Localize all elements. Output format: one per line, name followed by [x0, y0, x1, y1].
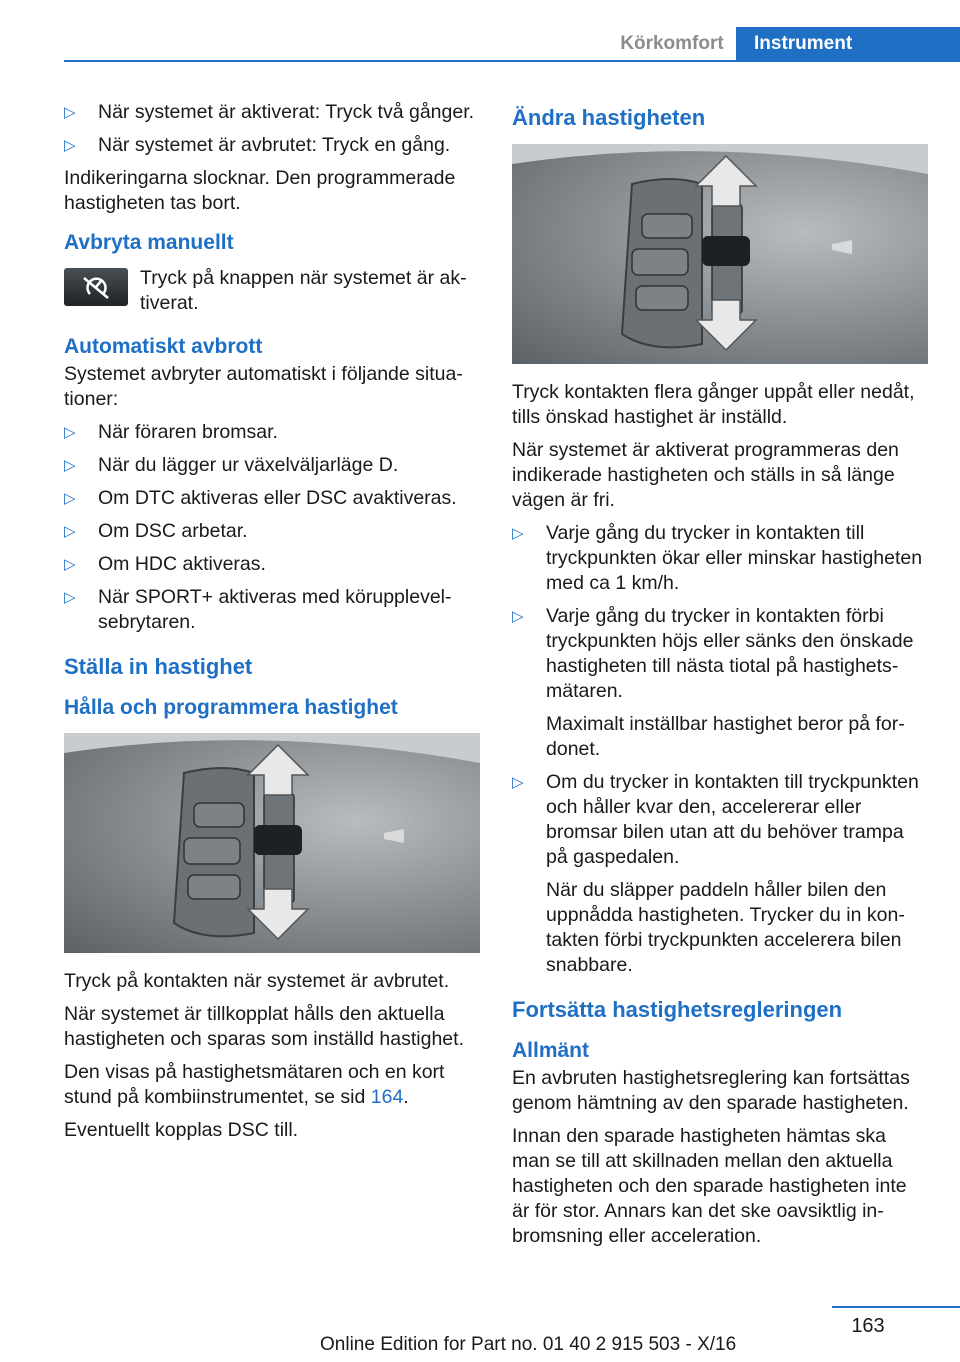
heading-continue-speed-control: Fortsätta hastighetsregleringen — [512, 997, 843, 1022]
cancel-button-row — [64, 266, 480, 316]
triangle-bullet-icon: ▷ — [512, 608, 524, 625]
paragraph: När systemet är tillkopplat hålls den aktuella hastigheten och sparas som inställd hastighet. — [64, 1003, 464, 1050]
triangle-bullet-icon: ▷ — [64, 137, 76, 154]
list-item: ▷ När SPORT+ aktiveras med körupplevelsebrytaren. — [64, 586, 452, 633]
list-item: ▷ När systemet är avbrutet: Tryck en gång. — [64, 134, 451, 156]
list-item: ▷ Varje gång du trycker in kontakten förbi tryckpunkten höjs eller sänks den önskade hastigheten till nästa tiotal på hastighetsmätaren. — [512, 605, 914, 702]
paragraph: Den visas på hastighetsmätaren och en kort stund på kombiinstrumentet, se sid 164. — [64, 1061, 445, 1108]
footer-rule — [832, 1306, 960, 1308]
list-item: ▷ När du lägger ur växelväljarläge D. — [64, 454, 399, 476]
paragraph: När systemet är aktiverat programmeras den indikerade hastigheten och ställs in så länge vägen är fri. — [512, 439, 899, 511]
steering-wheel-photo — [512, 144, 928, 364]
heading-change-speed: Ändra hastigheten — [512, 105, 706, 130]
paragraph: Eventuellt kopplas DSC till. — [64, 1119, 299, 1141]
paragraph: Innan den sparade hastigheten hämtas ska man se till att skillnaden mellan den aktuella hastigheten och den sparade hastigheten inte är för stor. Annars kan det ske oavsiktlig inbromsning eller acceleration. — [512, 1125, 907, 1247]
page-number: 163 — [851, 1315, 885, 1337]
list-item: ▷ Om HDC aktiveras. — [64, 553, 266, 575]
edition-line: Online Edition for Part no. 01 40 2 915 503 - X/16 — [320, 1334, 737, 1355]
page-link[interactable]: 164 — [370, 1086, 404, 1108]
paragraph: En avbruten hastighetsreglering kan fortsättas genom hämtning av den sparade hastigheten. — [512, 1067, 910, 1114]
list-item: ▷ När föraren bromsar. — [64, 421, 278, 443]
triangle-bullet-icon: ▷ — [512, 525, 524, 542]
header-rule — [64, 60, 960, 62]
triangle-bullet-icon: ▷ — [64, 589, 76, 606]
triangle-bullet-icon: ▷ — [64, 424, 76, 441]
paragraph: När du släpper paddeln håller bilen den uppnådda hastigheten. Trycker du in kontakten förbi tryckpunkten accelerera bilen snabbare. — [546, 879, 905, 976]
paragraph: Systemet avbryter automatiskt i följande situationer: — [64, 363, 463, 410]
chapter-tab: Instrument — [736, 27, 960, 60]
paragraph: Tryck kontakten flera gånger uppåt eller nedåt, tills önskad hastighet är inställd. — [512, 381, 915, 428]
cruise-control-cancel-icon — [64, 268, 128, 306]
heading-general: Allmänt — [512, 1039, 590, 1062]
list-item: ▷ Om DSC arbetar. — [64, 520, 248, 542]
heading-auto-cancel: Automatiskt avbrott — [64, 335, 263, 358]
list-item: ▷ När systemet är aktiverat: Tryck två gånger. — [64, 101, 475, 123]
paragraph: Maximalt inställbar hastighet beror på fordonet. — [546, 713, 905, 760]
heading-hold-speed: Hålla och programmera hastighet — [64, 696, 398, 719]
heading-set-speed: Ställa in hastighet — [64, 654, 253, 679]
paragraph: Indikeringarna slocknar. Den programmerade hastigheten tas bort. — [64, 167, 456, 214]
triangle-bullet-icon: ▷ — [64, 556, 76, 573]
list-item: ▷ Om du trycker in kontakten till tryckpunkten och håller kvar den, accelererar eller bromsar bilen utan att du behöver trampa på gaspedalen. — [512, 771, 919, 868]
right-column — [512, 100, 928, 1257]
triangle-bullet-icon: ▷ — [64, 104, 76, 121]
paragraph: Tryck på kontakten när systemet är avbrutet. — [64, 970, 450, 992]
heading-cancel-manually: Avbryta manuellt — [64, 231, 234, 254]
triangle-bullet-icon: ▷ — [512, 774, 524, 791]
left-column — [64, 100, 480, 1151]
header-tabs — [608, 27, 960, 60]
paragraph: Tryck på knappen när systemet är aktiverat. — [140, 267, 467, 314]
triangle-bullet-icon: ▷ — [64, 457, 76, 474]
triangle-bullet-icon: ▷ — [64, 490, 76, 507]
list-item: ▷ Om DTC aktiveras eller DSC avaktiveras. — [64, 487, 457, 509]
section-tab: Körkomfort — [620, 32, 724, 54]
steering-wheel-photo — [64, 733, 480, 953]
list-item: ▷ Varje gång du trycker in kontakten till tryckpunkten ökar eller minskar hastigheten med ca 1 km/h. — [512, 522, 923, 594]
triangle-bullet-icon: ▷ — [64, 523, 76, 540]
